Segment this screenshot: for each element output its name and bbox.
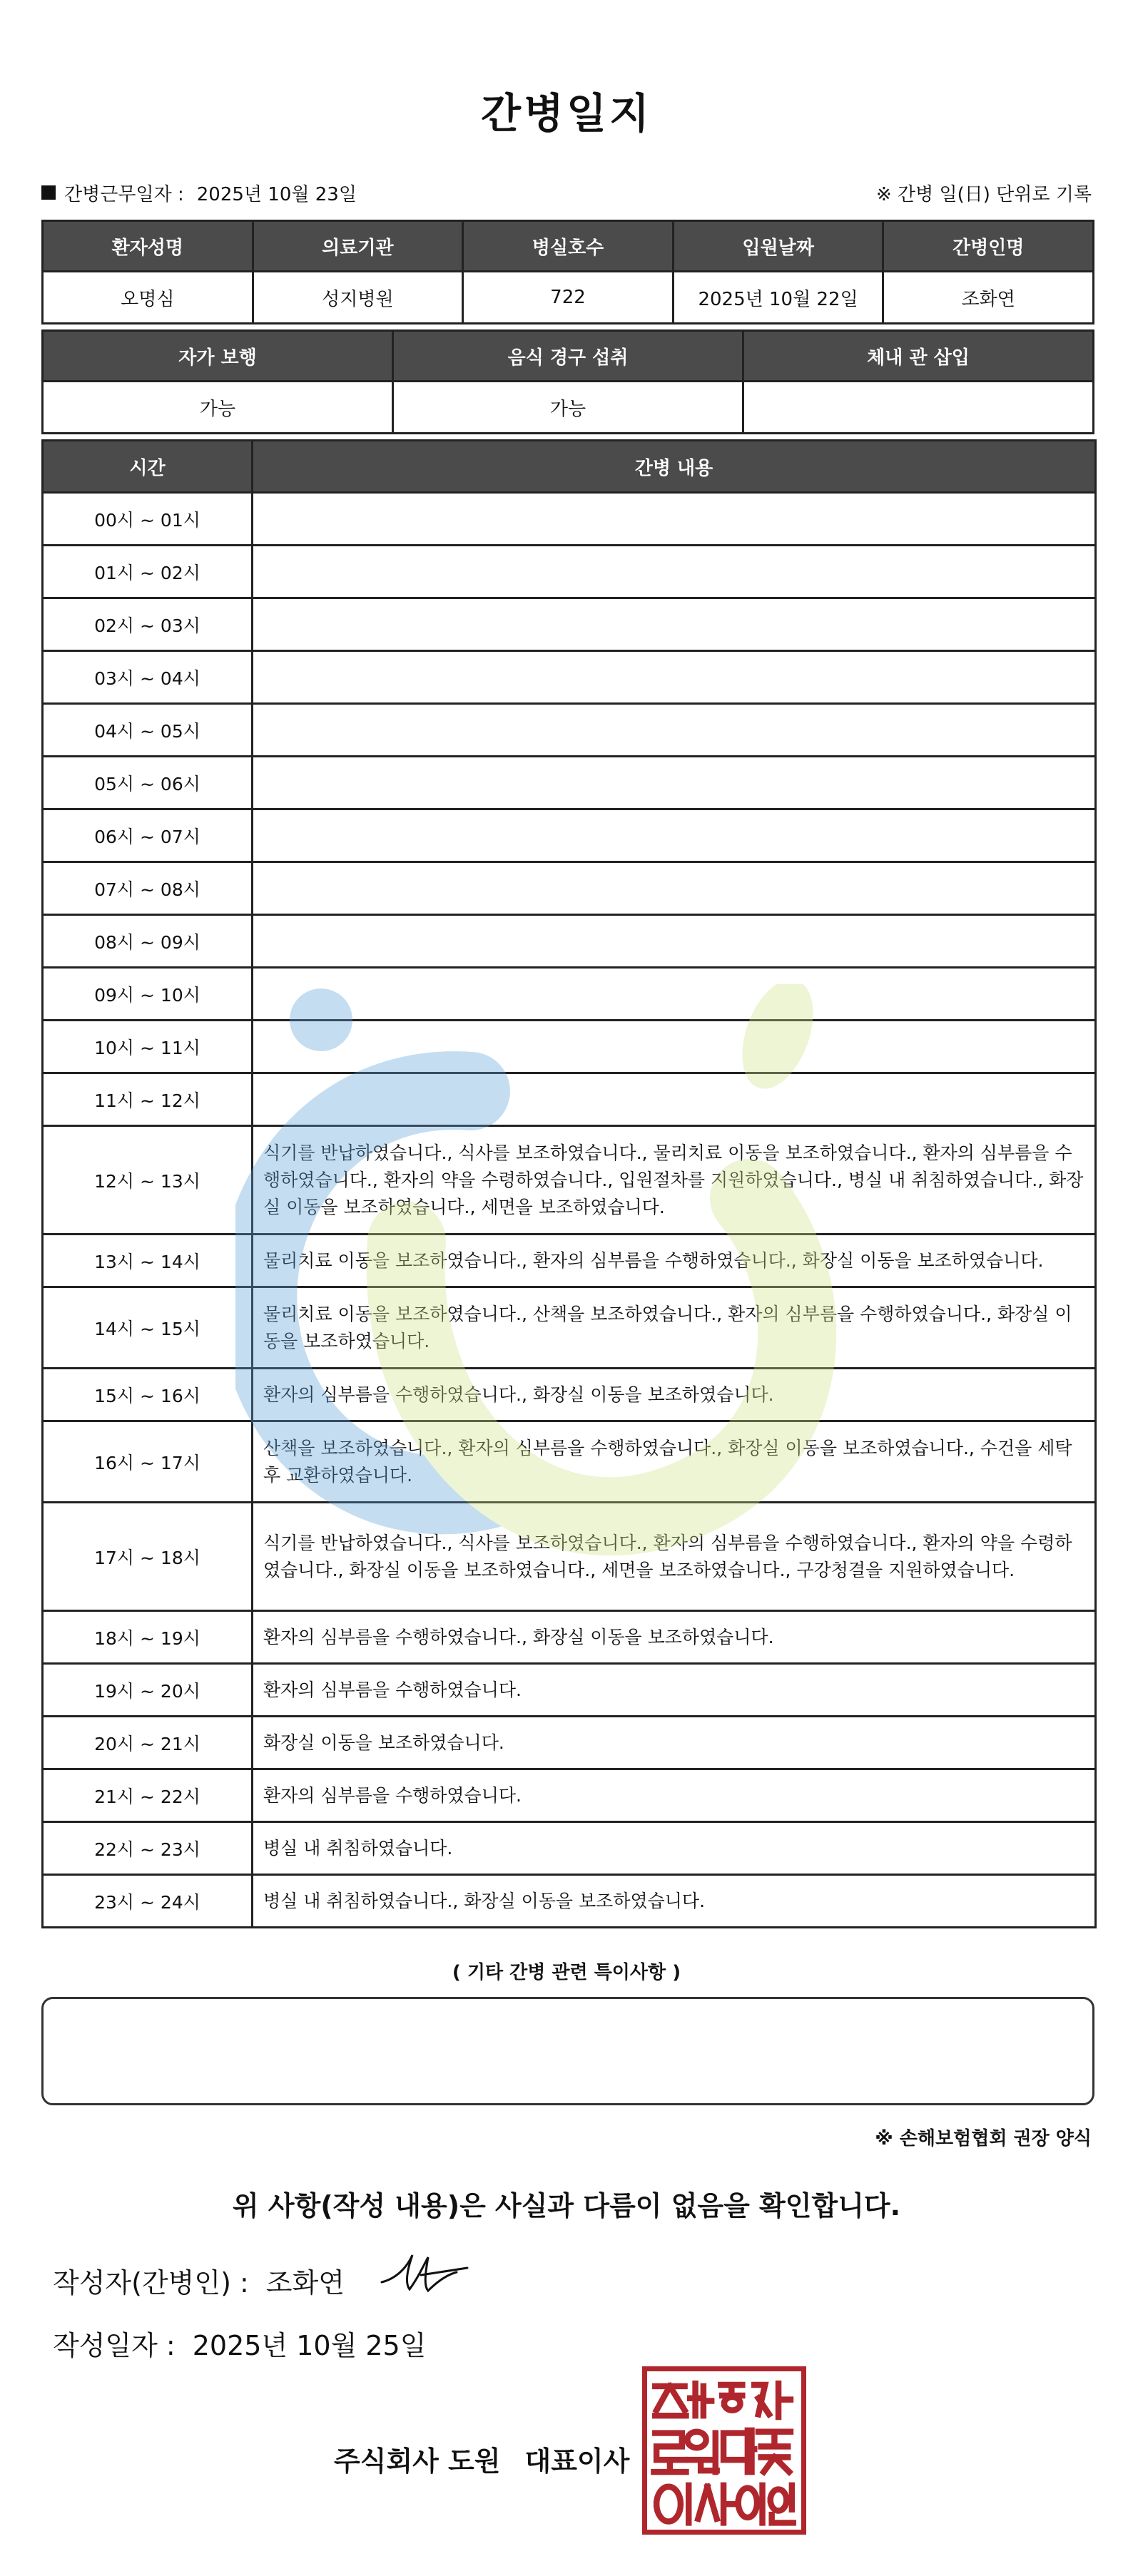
table-row — [43, 493, 1096, 546]
ceo-title: 대표이사 — [524, 2445, 630, 2477]
log-content: 환자의 심부름을 수행하였습니다., 화장실 이동을 보조하였습니다. — [253, 1369, 1096, 1421]
log-content: 병실 내 취침하였습니다., 화장실 이동을 보조하였습니다. — [253, 1875, 1096, 1928]
table-row — [43, 915, 1096, 968]
ability-header-row — [43, 331, 1094, 382]
log-time: 08시 ~ 09시 — [43, 915, 253, 968]
date-row — [53, 2324, 426, 2363]
work-date-group — [41, 180, 357, 206]
log-time: 11시 ~ 12시 — [43, 1073, 253, 1126]
table-row — [43, 1822, 1096, 1875]
table-row — [43, 968, 1096, 1021]
table-row — [43, 1611, 1096, 1664]
log-content — [253, 809, 1096, 862]
table-row — [43, 1664, 1096, 1717]
company-signature-line — [334, 2439, 629, 2478]
oral-intake-value: 가능 — [393, 382, 743, 434]
log-content: 환자의 심부름을 수행하였습니다., 화장실 이동을 보조하였습니다. — [253, 1611, 1096, 1664]
hospital-name: 성지병원 — [253, 272, 463, 324]
log-content — [253, 546, 1096, 598]
handwritten-signature — [378, 2247, 471, 2296]
table-row — [43, 862, 1096, 915]
log-content — [253, 598, 1096, 651]
writer-label: 작성자(간병인) : — [53, 2267, 249, 2299]
log-time: 04시 ~ 05시 — [43, 704, 253, 757]
log-time: 20시 ~ 21시 — [43, 1717, 253, 1769]
log-time: 00시 ~ 01시 — [43, 493, 253, 546]
log-time: 05시 ~ 06시 — [43, 757, 253, 809]
log-content — [253, 915, 1096, 968]
log-content: 식기를 반납하였습니다., 식사를 보조하였습니다., 환자의 심부름을 수행하였습니다., 환자의 약을 수령하였습니다., 화장실 이동을 보조하였습니다., 세면을 보조하였습니다., 구강청결을 지원하였습니다. — [253, 1503, 1096, 1611]
writer-name: 조화연 — [265, 2267, 345, 2299]
header-oral-intake: 음식 경구 섭취 — [393, 331, 743, 382]
log-time: 16시 ~ 17시 — [43, 1421, 253, 1503]
room-number: 722 — [463, 272, 674, 324]
log-time: 09시 ~ 10시 — [43, 968, 253, 1021]
log-content — [253, 1073, 1096, 1126]
log-time: 17시 ~ 18시 — [43, 1503, 253, 1611]
table-row — [43, 1021, 1096, 1073]
header-room-number: 병실호수 — [463, 221, 674, 272]
date-value: 2025년 10월 25일 — [192, 2330, 427, 2361]
header-tube-insertion: 체내 관 삽입 — [743, 331, 1094, 382]
log-time: 19시 ~ 20시 — [43, 1664, 253, 1717]
log-content — [253, 493, 1096, 546]
header-caregiver-name: 간병인명 — [883, 221, 1094, 272]
table-row — [43, 1421, 1096, 1503]
header-care-content: 간병 내용 — [253, 441, 1096, 493]
log-content — [253, 968, 1096, 1021]
table-row — [43, 1126, 1096, 1235]
patient-ability-table — [41, 329, 1094, 434]
log-time: 03시 ~ 04시 — [43, 651, 253, 704]
header-self-walking: 자가 보행 — [43, 331, 393, 382]
date-label: 작성일자 : — [53, 2330, 176, 2361]
log-content: 병실 내 취침하였습니다. — [253, 1822, 1096, 1875]
table-row — [43, 546, 1096, 598]
log-content — [253, 704, 1096, 757]
table-row — [43, 1073, 1096, 1126]
confirm-statement: 위 사항(작성 내용)은 사실과 다름이 없음을 확인합니다. — [232, 2190, 901, 2222]
log-time: 18시 ~ 19시 — [43, 1611, 253, 1664]
log-time: 23시 ~ 24시 — [43, 1875, 253, 1928]
company-seal-stamp — [642, 2366, 806, 2535]
tube-insertion-value — [743, 382, 1094, 434]
log-time: 07시 ~ 08시 — [43, 862, 253, 915]
log-content — [253, 1021, 1096, 1073]
meta-row — [41, 178, 1092, 207]
document-title: 간병일지 — [480, 89, 653, 138]
log-time: 06시 ~ 07시 — [43, 809, 253, 862]
ability-value-row — [43, 382, 1094, 434]
table-row — [43, 757, 1096, 809]
table-row — [43, 1875, 1096, 1928]
table-row — [43, 809, 1096, 862]
log-time: 14시 ~ 15시 — [43, 1287, 253, 1369]
admission-date: 2025년 10월 22일 — [673, 272, 883, 324]
log-time: 10시 ~ 11시 — [43, 1021, 253, 1073]
log-content: 식기를 반납하였습니다., 식사를 보조하였습니다., 물리치료 이동을 보조하였습니다., 환자의 심부름을 수행하였습니다., 환자의 약을 수령하였습니다., 입원절차를 지원하였습니다., 병실 내 취침하였습니다., 화장실 이동을 보조하였습니다., 세면을 보조하였습니다. — [253, 1126, 1096, 1235]
patient-info-table — [41, 220, 1094, 324]
remarks-box — [41, 1997, 1094, 2105]
table-row — [43, 651, 1096, 704]
table-row — [43, 1369, 1096, 1421]
log-time: 15시 ~ 16시 — [43, 1369, 253, 1421]
header-time: 시간 — [43, 441, 253, 493]
log-time: 12시 ~ 13시 — [43, 1126, 253, 1235]
square-bullet-icon — [41, 185, 56, 200]
log-content: 산책을 보조하였습니다., 환자의 심부름을 수행하였습니다., 화장실 이동을 보조하였습니다., 수건을 세탁 후 교환하였습니다. — [253, 1421, 1096, 1503]
table-row — [43, 1503, 1096, 1611]
company-name: 주식회사 도원 — [334, 2445, 501, 2477]
header-hospital: 의료기관 — [253, 221, 463, 272]
log-content — [253, 651, 1096, 704]
log-content: 물리치료 이동을 보조하였습니다., 환자의 심부름을 수행하였습니다., 화장실 이동을 보조하였습니다. — [253, 1235, 1096, 1287]
log-time: 22시 ~ 23시 — [43, 1822, 253, 1875]
self-walking-value: 가능 — [43, 382, 393, 434]
log-time: 01시 ~ 02시 — [43, 546, 253, 598]
header-admission-date: 입원날짜 — [673, 221, 883, 272]
writer-row — [53, 2261, 345, 2300]
info-header-row — [43, 221, 1094, 272]
remarks-title: ( 기타 간병 관련 특이사항 ) — [452, 1962, 681, 1983]
work-date-label: 간병근무일자 : — [64, 183, 184, 205]
caregiver-name: 조화연 — [883, 272, 1094, 324]
table-row — [43, 1287, 1096, 1369]
header-patient-name: 환자성명 — [43, 221, 253, 272]
log-content: 물리치료 이동을 보조하였습니다., 산책을 보조하였습니다., 환자의 심부름을 수행하였습니다., 화장실 이동을 보조하였습니다. — [253, 1287, 1096, 1369]
log-content — [253, 862, 1096, 915]
log-content — [253, 757, 1096, 809]
patient-name: 오명심 — [43, 272, 253, 324]
info-value-row — [43, 272, 1094, 324]
work-date-value: 2025년 10월 23일 — [196, 183, 357, 205]
log-time: 02시 ~ 03시 — [43, 598, 253, 651]
table-row — [43, 1717, 1096, 1769]
log-header-row — [43, 441, 1096, 493]
table-row — [43, 598, 1096, 651]
table-row — [43, 1769, 1096, 1822]
log-content: 환자의 심부름을 수행하였습니다. — [253, 1769, 1096, 1822]
log-time: 13시 ~ 14시 — [43, 1235, 253, 1287]
insurer-note: ※ 손해보험협회 권장 양식 — [875, 2128, 1092, 2150]
log-content: 화장실 이동을 보조하였습니다. — [253, 1717, 1096, 1769]
unit-note: ※ 간병 일(日) 단위로 기록 — [875, 183, 1092, 205]
table-row — [43, 1235, 1096, 1287]
table-row — [43, 704, 1096, 757]
care-log-table — [41, 439, 1097, 1928]
log-content: 환자의 심부름을 수행하였습니다. — [253, 1664, 1096, 1717]
log-time: 21시 ~ 22시 — [43, 1769, 253, 1822]
